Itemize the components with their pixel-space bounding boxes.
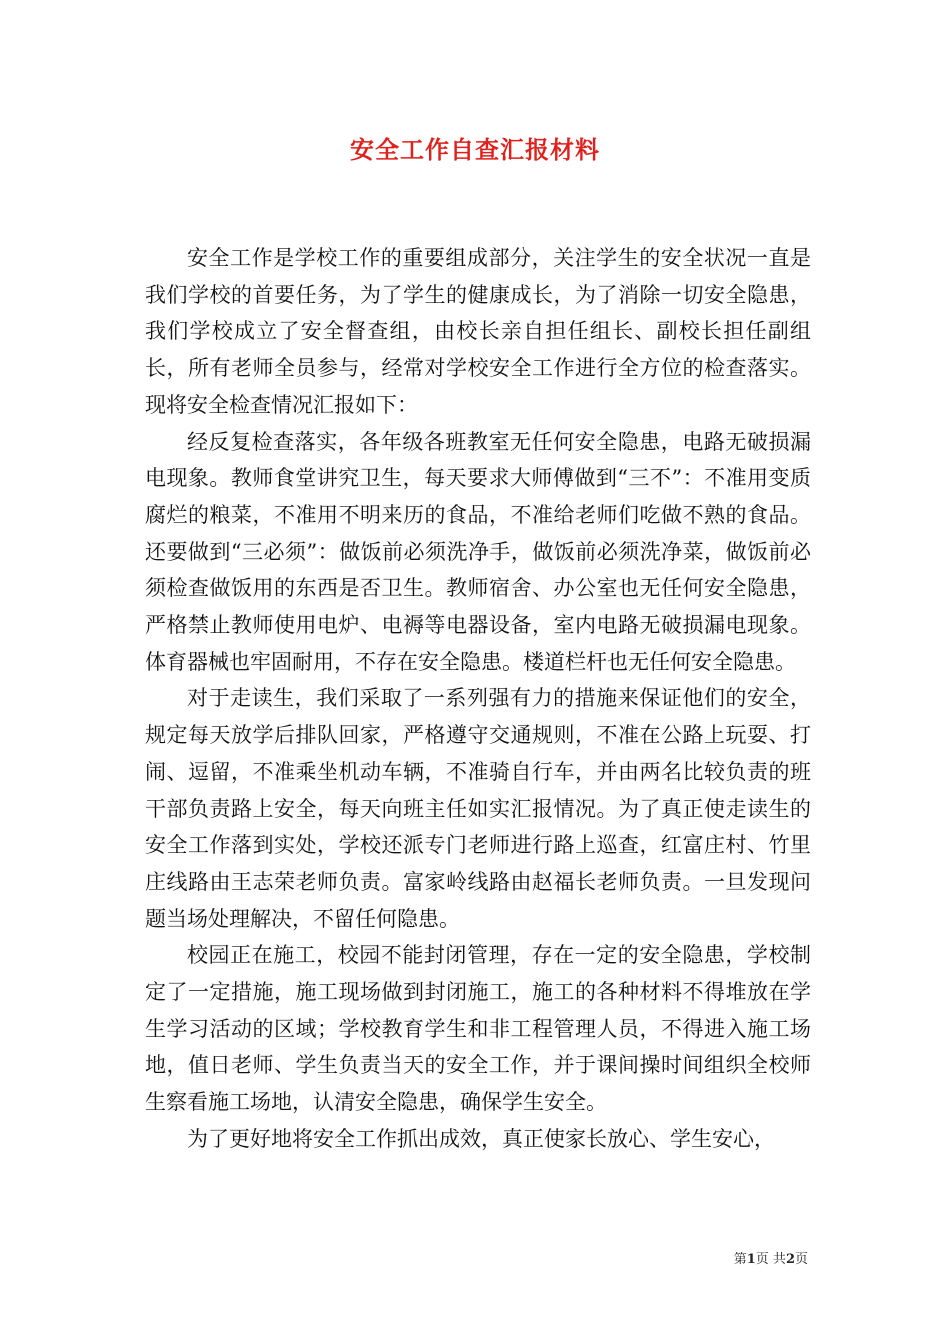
paragraph-inspection: 经反复检查落实，各年级各班教室无任何安全隐患，电路无破损漏电现象。教师食堂讲究卫生，每天要求大师傅做到“三不”：不准用变质腐烂的粮菜，不准用不明来历的食品，不准给老师们吃做不熟的食品。还要做到“三必须”：做饭前必须洗净手，做饭前必须洗净菜，做饭前必须检查做饭用的东西是否卫生。教师宿舍、办公室也无任何安全隐患，严格禁止教师使用电炉、电褥等电器设备，室内电路无破损漏电现象。体育器械也牢固耐用，不存在安全隐患。楼道栏杆也无任何安全隐患。 [145, 429, 811, 674]
total-page-number: 2 [785, 1252, 795, 1267]
footer-suffix: 页 [794, 1252, 808, 1267]
footer-prefix: 第 [733, 1252, 747, 1267]
paragraph-construction: 校园正在施工，校园不能封闭管理，存在一定的安全隐患，学校制定了一定措施，施工现场做到封闭施工，施工的各种材料不得堆放在学生学习活动的区域；学校教育学生和非工程管理人员，不得进入施工场地，值日老师、学生负责当天的安全工作，并于课间操时间组织全校师生察看施工场地，认清安全隐患，确保学生安全。 [145, 943, 811, 1115]
page-number-footer [734, 1248, 808, 1267]
paragraph-commuters: 对于走读生，我们采取了一系列强有力的措施来保证他们的安全，规定每天放学后排队回家，严格遵守交通规则，不准在公路上玩耍、打闹、逗留，不准乘坐机动车辆，不准骑自行车，并由两名比较负责的班干部负责路上安全，每天向班主任如实汇报情况。为了真正使走读生的安全工作落到实处，学校还派专门老师进行路上巡查，红富庄村、竹里庄线路由王志荣老师负责。富家岭线路由赵福长老师负责。一旦发现问题当场处理解决，不留任何隐患。 [145, 686, 811, 931]
paragraph-continuation: 为了更好地将安全工作抓出成效，真正使家长放心、学生安心， [187, 1126, 775, 1151]
document-body [145, 240, 811, 1158]
footer-middle: 页 共 [755, 1252, 786, 1267]
paragraph-intro: 安全工作是学校工作的重要组成部分，关注学生的安全状况一直是我们学校的首要任务，为了学生的健康成长，为了消除一切安全隐患，我们学校成立了安全督查组，由校长亲自担任组长、副校长担任副组长，所有老师全员参与，经常对学校安全工作进行全方位的检查落实。现将安全检查情况汇报如下： [145, 246, 811, 417]
current-page-number: 1 [746, 1252, 756, 1267]
document-title: 安全工作自查汇报材料 [350, 135, 600, 164]
